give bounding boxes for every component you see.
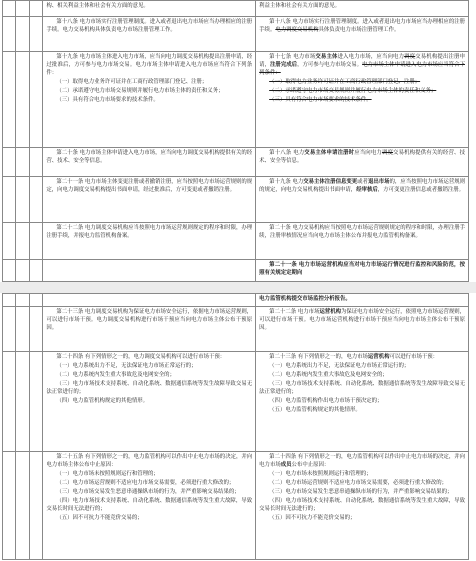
list-item: （四）电力监管机构规定的其他情形。: [56, 397, 149, 404]
article-24-new: 第二十四条 有下列情形之一的，电力监管机构可以作出中止电力市场的决定，并向电力市场成员公布中止原因：: [259, 454, 465, 469]
table-row: [3, 148, 469, 177]
cell-text: 构、相关利益主体和社会有关方面的意见。: [46, 3, 149, 9]
table-row: [3, 177, 469, 223]
article-20-new: 第十八条 电力交易主体申请注册时应当向电力调度交易机构提供有关的经营、技术、安全等信息。: [259, 150, 465, 165]
article-22-old: 第二十二条 电力调度交易机构应当按照电力市场运营规则规定的程序和时限，办理注册手续，并报电力监管机构备案。: [46, 225, 253, 240]
article-20-old: 第二十条 电力市场主体申请进入电力市场，应当向电力调度交易机构提供有关的经营、技术、安全等信息。: [46, 150, 253, 165]
list-item: （一）取得电力业务许可证并在工商行政管理部门登记、注册；: [269, 79, 421, 86]
list-item: （四）电力市场技术支持系统、自动化系统、数据通信系统等发生重大故障，导致交易长时间无法进行的；: [259, 497, 465, 512]
list-item: （一）电力市场未按照规则运行和管理的；: [56, 470, 159, 477]
list-item: （三）电力市场交易发生恶意串通操纵市场的行为，并严重影响交易结果的；: [269, 488, 453, 495]
table-row: [3, 307, 469, 352]
article-24-old: 第二十四条 有下列情形之一的，电力调度交易机构可以进行市场干预：: [56, 354, 226, 360]
list-item: （三）电力市场技术支持系统、自动化系统、数据通信系统等发生故障导致交易无法正常进行的；: [259, 380, 465, 395]
table-row: [3, 52, 469, 148]
article-18-new: 第十八条 电力市场实行注册管理制度。进入或者退出电力市场应当办理相应的注册手续。电力调度交易机构具体负责电力市场注册管理工作。: [259, 19, 465, 34]
article-22-new: 第二十条 电力交易机构应当按照电力市场运营规则规定的程序和时限，办理注册手续，注册审核情况应当向电力市场主体公布并报电力监管机构备案。: [259, 225, 465, 240]
list-item: （二）电力市场运营规则不适应电力市场交易需要，必须进行重大修改的；: [269, 479, 448, 486]
list-item: （四）电力市场技术支持系统、自动化系统、数据通信系统等发生重大故障，导致交易长时间无法进行的；: [46, 497, 253, 512]
article-23-old: 第二十三条 电力调度交易机构为保证电力市场安全运行，依据电力市场运营规则，可以进行市场干预。电力调度交易机构进行市场干预应当向电力市场主体公布干预原因。: [46, 309, 253, 332]
article-25-old: 第二十五条 有下列情形之一的，电力监管机构可以作出中止电力市场的决定，并向电力市场主体公布中止原因：: [46, 454, 253, 469]
table-row: [3, 17, 469, 52]
article-23-new: 第二十三条 有下列情形之一的，电力市场运营机构可以进行市场干预：: [269, 354, 439, 360]
list-item: （一）电力系统出力不足，无法保证电力市场正常运行的；: [269, 362, 410, 369]
list-item: （一）取得电力业务许可证并在工商行政管理部门登记、注册；: [56, 79, 208, 86]
table-row: [3, 223, 469, 260]
list-item: （三）具有符合电力市场要求的技术条件。: [269, 96, 372, 103]
cell-text: 利益主体和社会有关方面的意见。: [259, 3, 341, 9]
table-row: [3, 1, 469, 17]
list-item: （一）电力市场未按照规则运行和管理的；: [269, 470, 372, 477]
list-item: （二）承诺遵守电力市场交易规则并履行电力市场主体的责任和义务；: [269, 87, 437, 94]
list-item: （五）因不可抗力不能竞价交易的；: [56, 514, 143, 521]
table-row: [3, 452, 469, 560]
article-22-new: 第二十二条 电力市场运营机构为保证电力市场安全运行，依照电力市场运营规则，可以进行市场干预。电力市场运营机构进行市场干预应当向电力市场主体公布干预原因。: [259, 309, 465, 332]
list-item: （五）电力监管机构规定的其他情形。: [269, 406, 361, 413]
comparison-table-page-2: [2, 293, 469, 560]
list-item: （二）电力系统内发生重大事故危及电网安全的；: [56, 371, 175, 378]
article-19-new: 第十七条 电力市场交易主体进入电力市场，应当向电力调度交易机构提出注册申请，注册完成后，方可参与电力市场交易。电力市场主体申请进入电力市场应当符合下列条件：: [259, 54, 465, 77]
list-item: （三）电力市场交易发生恶意串通操纵市场的行为，并严重影响交易结果的；: [56, 488, 240, 495]
page-gap: [0, 282, 476, 293]
cell-text: 电力监管机构提交市场监控分析报告。: [259, 296, 351, 302]
list-item: （二）电力市场运营规则不适应电力市场交易需要，必须进行重大修改的；: [56, 479, 235, 486]
page-2: [0, 293, 476, 561]
article-19-old: 第十九条 电力市场主体进入电力市场，应当向电力调度交易机构提出注册申请，经过批准后，方可参与电力市场交易。电力市场主体申请进入电力市场应当符合下列条件：: [46, 54, 253, 77]
article-21-new-monitoring: 第二十一条 电力市场运营机构应当对电力市场运行情况进行监控和风险防范，按照有关规定定期向: [259, 262, 465, 277]
list-item: （一）电力系统出力不足，无法保证电力市场正常运行的；: [56, 362, 197, 369]
article-18-old: 第十八条 电力市场实行注册管理制度。进入或者退出电力市场应当办理相应的注册手续。电力交易机构具体负责电力市场注册管理工作。: [46, 19, 253, 34]
list-item: （三）电力市场技术支持系统、自动化系统、数据通信系统等发生故障导致交易无法正常进行的；: [46, 380, 253, 395]
article-21-old: 第二十一条 电力市场主体变更注册或者撤销注册，应当按照电力市场运营规则的规定，向电力调度交易机构提出书面申请，经过批准后，方可变更或者撤销注册。: [46, 179, 253, 194]
list-item: （二）电力系统内发生重大事故危及电网安全的；: [269, 371, 388, 378]
table-row: [3, 294, 469, 307]
table-row: [3, 260, 469, 282]
list-item: （四）电力监管机构作出电力市场干预决定的；: [269, 397, 383, 404]
article-21-new: 第十九条 电力交易主体注册信息变更或者退出市场的，应当按照电力市场运营规则的规定，向电力交易机构提出书面申请，经审核后，方可变更注册信息或者撤销注册。: [259, 179, 465, 194]
list-item: （二）承诺遵守电力市场交易规则并履行电力市场主体的责任和义务；: [56, 87, 224, 94]
list-item: （三）具有符合电力市场要求的技术条件。: [56, 96, 159, 103]
table-row: [3, 352, 469, 452]
comparison-table-page-1: [2, 0, 469, 282]
list-item: （五）因不可抗力不能竞价交易的；: [269, 514, 356, 521]
